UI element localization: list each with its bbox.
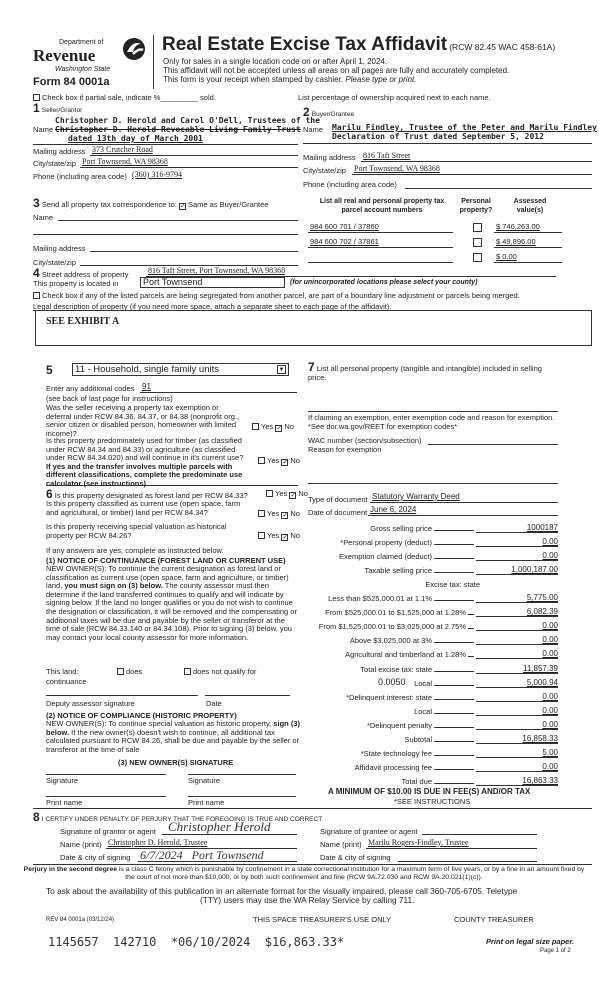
- seller-name-3[interactable]: dated 13th day of March 2001: [68, 134, 203, 143]
- tax-row: [300, 619, 558, 631]
- sec6-q3-yes-no[interactable]: Yes ✓ No: [258, 531, 300, 541]
- leader-line: [434, 727, 474, 728]
- same-as-buyer-checkbox[interactable]: ✓: [179, 203, 186, 210]
- tax-row: [300, 535, 558, 547]
- tax-row-label: Total excise tax: state: [360, 665, 432, 674]
- street-address[interactable]: 816 Taft Street, Port Townsend, WA 98368: [148, 266, 286, 275]
- tax-row: [300, 704, 558, 716]
- signature-label: Signature: [188, 776, 221, 785]
- tax-row: [300, 605, 558, 617]
- alt-format-2: (TTY) users may use the WA Relay Service by calling 711.: [200, 895, 415, 905]
- personal-property-checkbox[interactable]: [473, 238, 482, 247]
- rev-number: REV 84 0001a (03/12/24): [46, 917, 115, 923]
- tax-row-label: *Personal property (deduct): [340, 538, 432, 547]
- corr-city-label: City/state/zip: [33, 258, 76, 267]
- tax-row-value[interactable]: 0.00: [476, 649, 558, 659]
- leader-line: [468, 656, 474, 657]
- tax-row-label: Gross selling price: [370, 524, 432, 533]
- header-line-2: This affidavit will not be accepted unless all areas on all pages are fully and accurately completed.: [163, 66, 510, 75]
- tax-row-value[interactable]: 0.00: [476, 621, 558, 631]
- signature-label: Signature: [46, 776, 79, 785]
- print-name-label: Print name: [46, 798, 83, 807]
- seller-mail-label: Mailing address: [33, 147, 86, 156]
- tax-row: [300, 563, 558, 575]
- page-number: Page 1 of 2: [540, 948, 571, 954]
- notice-1-text: NEW OWNER(S): To continue the current designation as forest land or classification as current use (open space, farm and agriculture, or timber) land, you must sign on (3) below. The county assessor must then determine if the land transferred continues to qualify and will indicate by signing below. If the land no longer qualifies or you do not wish to continue the designation or classification, it will be removed and the compensating or additional taxes will be due and payable by the seller or transferor at the time of sale (RCW 84.33.140 or 84.34.108). Prior to signing (3) below, you may contact your local county assessor for more information.: [46, 564, 297, 642]
- leader-line: [468, 628, 474, 629]
- buyer-name-label: Name: [303, 125, 324, 134]
- leader-line: [468, 614, 474, 615]
- buyer-name-1[interactable]: Marilu Findley, Trustee of the Peter and Marilu Findley: [332, 123, 597, 132]
- local-rate: 0.0050: [378, 677, 406, 687]
- timber-question: Is this property predominately used for timber (as classified under RCW 84.34 and 84.33) or agriculture (as classified under RCW 84.34.020) and will continue in it's current use? If yes and the transfer involves multiple parcels with different classifications, complete the predominate use calculator (see instructions): [46, 436, 244, 488]
- leader-line: [434, 699, 474, 700]
- exemption-label: If claiming an exemption, enter exemption code and reason for exemption. *See dor.wa.gov/REET for exemption codes*: [308, 413, 555, 431]
- tax-row-value[interactable]: 0.00: [476, 692, 558, 702]
- leader-line: [434, 671, 474, 672]
- buyer-city-label: City/state/zip: [303, 166, 346, 175]
- notice-1-title: (1) NOTICE OF CONTINUANCE (FOREST LAND OR CURRENT USE): [46, 556, 286, 565]
- leader-line: [434, 713, 474, 714]
- seller-name-label: Name: [33, 125, 54, 134]
- reason-label: Reason for exemption: [308, 445, 382, 454]
- minimum-notice: A MINIMUM OF $10.00 IS DUE IN FEE(S) AND/OR TAX: [328, 787, 531, 796]
- grantee-name-label: Name (print): [320, 840, 362, 849]
- legal-description-box[interactable]: SEE EXHIBIT A: [35, 310, 592, 346]
- grantor-name[interactable]: Christopher D. Herold, Trustee: [108, 838, 208, 847]
- notice-2-text: NEW OWNER(S): To continue special valuation as historic property, sign (3) below. If the new owner(s) doesn't wish to continue, all additional tax calculated pursuant to RCW 84.26, shall be due and payable by the seller or transferor at the time of sale: [46, 719, 300, 754]
- tax-row-value[interactable]: 1,000,187.00: [476, 565, 558, 575]
- tax-row-value[interactable]: 0.00: [476, 706, 558, 716]
- tax-row-label: Subtotal: [404, 735, 432, 744]
- seller-name-2[interactable]: Christopher D. Herold Revocable Living Family Trust: [55, 125, 301, 134]
- tax-row-value[interactable]: 16,863.33: [476, 776, 558, 786]
- addl-codes[interactable]: 91: [142, 382, 151, 391]
- tax-row: [300, 591, 558, 603]
- tax-row: [300, 577, 480, 589]
- header-line-1: Only for sales in a single location code on or after April 1, 2024.: [163, 57, 388, 66]
- logo-swoosh-icon: [121, 36, 147, 62]
- sec6-q2: Is this property classified as current use (open space, farm and agricultural, or timber) land per RCW 84.34?: [46, 499, 241, 517]
- sec5-num: 5: [46, 363, 53, 377]
- tax-row: [300, 521, 558, 533]
- tax-row-label: Excise tax: state: [425, 580, 480, 589]
- personal-property-checkbox[interactable]: [473, 253, 482, 262]
- tax-row-value[interactable]: 5.00: [476, 748, 558, 758]
- seller-phone-label: Phone (including area code): [33, 172, 127, 181]
- sig-grantee-label: Signature of grantee or agent: [320, 827, 418, 836]
- leader-line: [434, 600, 474, 601]
- grantor-signature[interactable]: Christopher Herold: [168, 819, 271, 834]
- logo-state: Washington State: [55, 66, 111, 73]
- leader-line: [434, 572, 474, 573]
- tax-row-label: Affidavit processing fee: [354, 763, 432, 772]
- deputy-date-label: Date: [206, 699, 222, 708]
- seller-mail[interactable]: 373 Crutcher Road: [92, 145, 153, 154]
- tax-row-value[interactable]: 1000187: [476, 523, 558, 533]
- perjury-notice: Perjury in the second degree is a class C felony which is punishable by confinement in a state correctional institution for a maximum term of five years, or by a fine in an amount fixed by the court of not more than $10,000, or by both such confinement and fine (RCW 9A.72.030 and RCW 9A.20.021(1)(c)).: [23, 866, 585, 881]
- tax-row-value[interactable]: 0.00: [476, 762, 558, 772]
- deputy-label: Deputy assessor signature: [46, 699, 135, 708]
- seller-city-label: City/state/zip: [33, 159, 76, 168]
- certify-title: 8 I CERTIFY UNDER PENALTY OF PERJURY THAT THE FOREGOING IS TRUE AND CORRECT: [33, 810, 323, 824]
- tax-row-label: From $525,000.01 to $1,525,000 at 1.28%: [325, 608, 466, 617]
- alt-format-1: To ask about the availability of this publication in an alternate format for the visually impaired, please call 360-705-6705. Teletype: [46, 886, 518, 896]
- notice-2-title: (2) NOTICE OF COMPLIANCE (HISTORIC PROPERTY): [46, 711, 237, 720]
- tax-row-value[interactable]: 0.00: [476, 635, 558, 645]
- tax-row-label: Taxable selling price: [364, 566, 432, 575]
- tax-row-value[interactable]: 16,858.33: [476, 734, 558, 744]
- grantor-date-label: Date & city of signing: [60, 853, 131, 862]
- partial-sale-checkbox[interactable]: Check box if partial sale, indicate %_________ sold.: [33, 93, 216, 102]
- grantee-name[interactable]: Marilu Rogers-Findley, Trustee: [368, 838, 469, 847]
- located-field[interactable]: Port Townsend: [140, 277, 285, 288]
- cashier-receipt-stamp: 1145657 142710 *06/10/2024 $16,863.33*: [48, 935, 345, 949]
- tax-row: [300, 549, 558, 561]
- tax-row: [300, 718, 558, 730]
- if-yes: If any answers are yes, complete as instructed below.: [46, 546, 224, 555]
- treasurer-use: THIS SPACE TREASURER'S USE ONLY: [253, 915, 392, 924]
- personal-property-label: 7 List all personal property (tangible and intangible) included in selling price.: [308, 360, 542, 382]
- grantor-name-label: Name (print): [60, 840, 102, 849]
- tax-row-value[interactable]: 6,082.39: [476, 607, 558, 617]
- tax-row-value[interactable]: 0.00: [476, 537, 558, 547]
- continuance-label: continuance: [46, 677, 87, 686]
- leader-line: [434, 783, 474, 784]
- buyer-name-2[interactable]: Declaration of Trust dated September 5, 2012: [332, 132, 544, 141]
- page-title: Real Estate Excise Tax Affidavit (RCW 82.45 WAC 458-61A): [162, 34, 556, 55]
- tax-row-label: *Delinquent penalty: [366, 721, 432, 730]
- tax-row-label: Less than $525,000.01 at 1.1%: [328, 594, 432, 603]
- tax-row-label: Exemption claimed (deduct): [339, 552, 432, 561]
- ownership-note: List percentage of ownership acquired next to each name.: [298, 93, 491, 102]
- doc-date[interactable]: June 6, 2024: [370, 505, 417, 514]
- seller-name-1[interactable]: Christopher D. Herold and Carol O'Dell, Trustees of the: [55, 116, 320, 125]
- wac-label: WAC number (section/subsection): [308, 436, 422, 445]
- see-instructions: *SEE INSTRUCTIONS: [394, 797, 471, 806]
- street-label: 4 Street address of property: [33, 266, 129, 280]
- tax-row: [300, 633, 558, 645]
- tax-row-label: Above $3,025,000 at 3%: [349, 636, 432, 645]
- tax-row: [300, 732, 558, 744]
- uninc-note: (for unincorporated locations please select your county): [290, 279, 478, 286]
- corr-mail-label: Mailing address: [33, 244, 86, 253]
- tax-row: [300, 662, 558, 674]
- print-name-label: Print name: [188, 798, 225, 807]
- use-code-select[interactable]: 11 - Household, single family units ▼: [72, 363, 289, 376]
- does-checkbox[interactable]: does: [117, 667, 142, 676]
- dor-logo: [33, 36, 148, 88]
- personal-header: Personal property?: [459, 198, 493, 214]
- tax-row-label: Total due: [401, 777, 432, 786]
- seller-city[interactable]: Port Townsend, WA 98368: [82, 157, 168, 166]
- tax-row-value[interactable]: 0.00: [476, 551, 558, 561]
- tax-row: [300, 676, 558, 688]
- doc-type[interactable]: Statutory Warranty Deed: [372, 492, 460, 501]
- form-number: Form 84 0001a: [33, 76, 110, 88]
- seller-heading: 1 Seller/Grantor: [33, 101, 83, 115]
- leader-line: [434, 642, 474, 643]
- buyer-mail[interactable]: 816 Taft Street: [363, 151, 411, 160]
- tax-row-label: From $1,525,000.01 to $3,025,000 at 2.75%: [318, 622, 466, 631]
- parcel-header: List all real and personal property tax parcel account numbers: [319, 198, 445, 214]
- buyer-phone-label: Phone (including area code): [303, 180, 397, 189]
- sec6-q2-yes-no[interactable]: Yes ✓ No: [258, 509, 300, 519]
- q1-yes-no[interactable]: Yes ✓ No: [252, 422, 294, 432]
- dropdown-arrow-icon[interactable]: ▼: [278, 367, 285, 373]
- personal-property-checkbox[interactable]: [473, 223, 482, 232]
- tax-row: [300, 746, 558, 758]
- exemption-question: Was the seller receiving a property tax exemption or deferral under RCW 84.36, 84.37, or 84.38 (nonprofit org., senior citizen or disabled person, homeowner with limited income)?: [46, 403, 240, 438]
- grantee-date-label: Date & city of signing: [320, 853, 391, 862]
- leader-line: [434, 741, 474, 742]
- buyer-heading: 2 Buyer/Grantee: [303, 105, 355, 119]
- leader-line: [434, 755, 474, 756]
- tax-row-label: Local: [414, 679, 432, 688]
- header-line-3: This form is your receipt when stamped by cashier. Please type or print.: [163, 75, 417, 84]
- tax-row-value[interactable]: 11,857.39: [476, 664, 558, 674]
- tax-row-label: Local: [414, 707, 432, 716]
- grantor-date-city[interactable]: 6/7/2024 Port Townsend: [140, 848, 264, 862]
- county-treasurer: COUNTY TREASURER: [454, 915, 534, 924]
- located-label: This property is located in: [33, 279, 119, 288]
- leader-line: [434, 769, 474, 770]
- legal-paper-note: Print on legal size paper.: [486, 937, 574, 946]
- tax-row: [300, 647, 558, 659]
- tax-row-value[interactable]: 0.00: [476, 720, 558, 730]
- tax-row: [300, 774, 558, 786]
- buyer-mail-label: Mailing address: [303, 153, 356, 162]
- logo-dept: Department of: [59, 39, 104, 46]
- buyer-city[interactable]: Port Townsend, WA 98368: [354, 164, 440, 173]
- assessed-header: Assessed value(s): [513, 198, 547, 214]
- header-divider: [153, 35, 154, 89]
- tax-row-label: *State technology fee: [360, 749, 432, 758]
- sig-grantor-label: Signature of grantor or agent: [60, 827, 156, 836]
- leader-line: [434, 530, 474, 531]
- leader-line: [434, 558, 474, 559]
- sec6-q1: 6 Is this property designated as forest land per RCW 84.33?: [46, 487, 248, 501]
- tax-row: [300, 690, 558, 702]
- logo-revenue: Revenue: [33, 46, 96, 65]
- legal-label: Legal description of property (if you need more space, attach a separate sheet to each page of the affidavit).: [33, 302, 392, 311]
- tax-row-label: Agricultural and timberland at 1.28%: [345, 650, 466, 659]
- does-not-checkbox[interactable]: does not qualify for: [184, 667, 256, 676]
- sec6-q3: Is this property receiving special valuation as historical property per RCW 84.26?: [46, 522, 227, 540]
- doc-type-label: Type of document: [308, 495, 368, 504]
- leader-line: [434, 544, 474, 545]
- doc-date-label: Date of document: [308, 508, 368, 517]
- tax-row: [300, 760, 558, 772]
- addl-codes-label: Enter any additional codes: [46, 384, 135, 393]
- leader-line: [434, 685, 474, 686]
- seller-phone[interactable]: (360) 316-9794: [132, 170, 182, 179]
- tax-row-value[interactable]: 5,775.00: [476, 593, 558, 603]
- tax-row-value[interactable]: 5,000.94: [476, 678, 558, 688]
- q2-yes-no[interactable]: Yes ✓ No: [258, 456, 300, 466]
- sec6-q1-yes-no[interactable]: Yes ✓ No: [266, 489, 308, 499]
- see-back: (see back of last page for instructions): [46, 394, 173, 403]
- corr-name-label: Name: [33, 213, 54, 222]
- this-land-label: This land:: [46, 667, 79, 676]
- segregate-checkbox[interactable]: Check box if any of the listed parcels are being segregated from another parcel, are part of a boundary line adjustment or parcels being merged.: [33, 291, 520, 300]
- correspondence-heading: 3 Send all property tax correspondence to: ✓ Same as Buyer/Grantee: [33, 196, 269, 210]
- tax-row-label: *Delinquent interest: state: [346, 693, 432, 702]
- notice-3-title: (3) NEW OWNER(S) SIGNATURE: [118, 758, 234, 767]
